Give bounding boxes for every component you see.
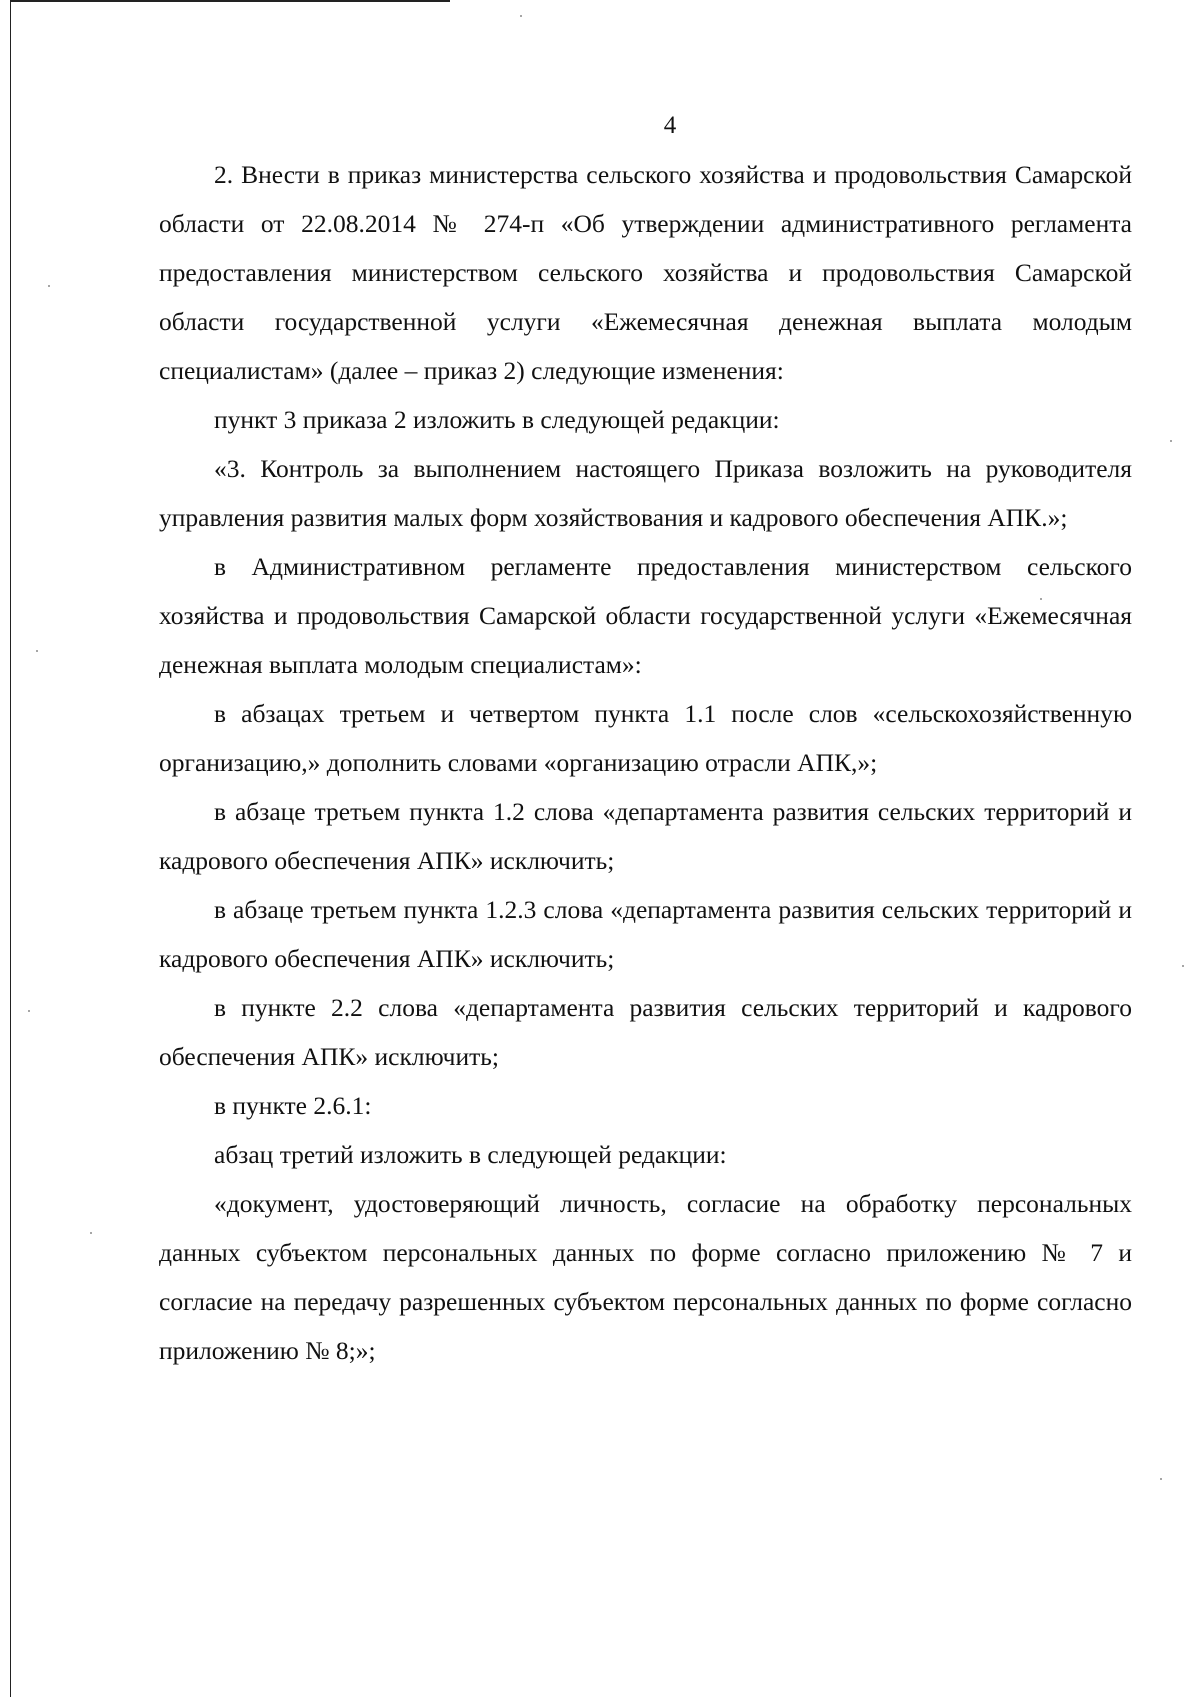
- scan-speck: [36, 650, 38, 652]
- paragraph-point-2-6-1: в пункте 2.6.1:: [214, 1091, 372, 1120]
- scan-edge-left: [10, 0, 11, 1697]
- paragraph-point-3-text: «3. Контроль за выполнением настоящего Приказа возложить на руководителя управления развития малых форм хозяйствования и кадрового обеспечения АПК.»;: [159, 454, 1132, 532]
- paragraph-point-1-1: в абзацах третьем и четвертом пункта 1.1 после слов «сельскохозяйственную организацию,» дополнить словами «организацию отрасли АПК,»;: [159, 699, 1132, 777]
- paragraph-third-abzac-text: «документ, удостоверяющий личность, согласие на обработку персональных данных субъектом персональных данных по форме согласно приложению № 7 и согласие на передачу разрешенных субъектом персональных данных по форме согласно приложению № 8;»;: [159, 1189, 1132, 1365]
- scan-speck: [1160, 1478, 1162, 1480]
- scan-speck: [1182, 965, 1184, 967]
- paragraph-point-2-2: в пункте 2.2 слова «департамента развития сельских территорий и кадрового обеспечения АПК» исключить;: [159, 993, 1132, 1071]
- paragraph-point-1-2: в абзаце третьем пункта 1.2 слова «департамента развития сельских территорий и кадрового обеспечения АПК» исключить;: [159, 797, 1132, 875]
- scan-speck: [520, 15, 522, 17]
- paragraph-point-3-intro: пункт 3 приказа 2 изложить в следующей редакции:: [214, 405, 780, 434]
- paragraph-point-1-2-3: в абзаце третьем пункта 1.2.3 слова «департамента развития сельских территорий и кадрового обеспечения АПК» исключить;: [159, 895, 1132, 973]
- page-number: 4: [663, 112, 677, 139]
- scan-speck: [90, 1232, 92, 1234]
- scan-speck: [48, 285, 50, 287]
- paragraph-amend-order-2: 2. Внести в приказ министерства сельского хозяйства и продовольствия Самарской области от 22.08.2014 № 274-п «Об утверждении административного регламента предоставления министерством сельского хозяйства и продовольствия Самарской области государственной услуги «Ежемесячная денежная выплата молодым специалистам» (далее – приказ 2) следующие изменения:: [159, 160, 1132, 385]
- scan-speck: [28, 1010, 30, 1012]
- scan-speck: [1170, 440, 1172, 442]
- document-body: [159, 150, 1132, 1375]
- paragraph-third-abzac-intro: абзац третий изложить в следующей редакции:: [214, 1140, 727, 1169]
- scan-edge-top: [10, 0, 450, 2]
- paragraph-regulation-intro: в Административном регламенте предоставления министерством сельского хозяйства и продовольствия Самарской области государственной услуги «Ежемесячная денежная выплата молодым специалистам»:: [159, 552, 1132, 679]
